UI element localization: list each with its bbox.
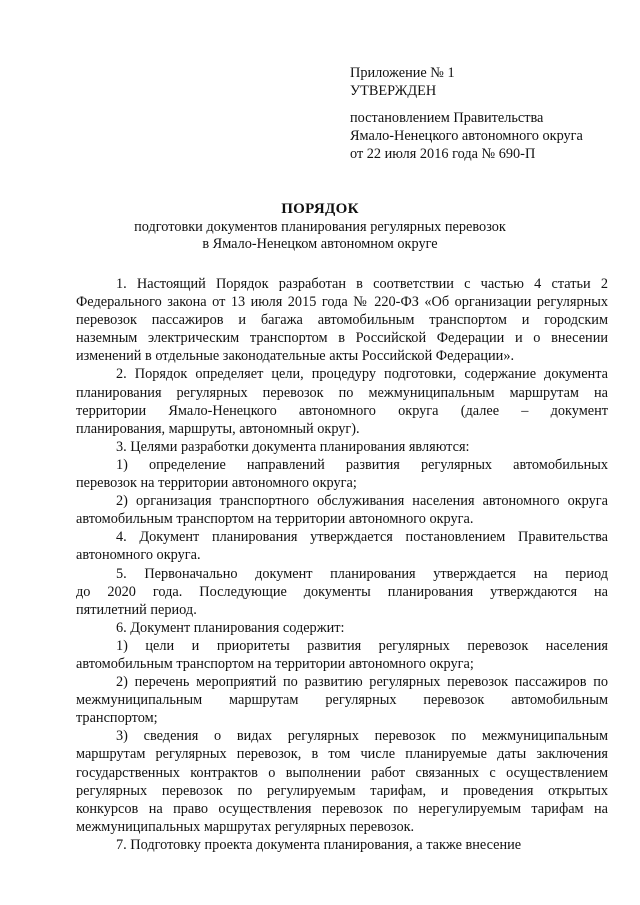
- paragraph-line: 3) сведения о видах регулярных перевозок по межмуниципальным: [116, 728, 608, 745]
- paragraph-line: 2) организация транспортного обслуживания населения автономного округа: [116, 493, 608, 510]
- paragraph-line: 1) цели и приоритеты развития регулярных перевозок населения: [116, 637, 608, 654]
- paragraph-line: планирования, маршруты, автономный округ).: [76, 420, 360, 437]
- paragraph-line: транспортом;: [76, 710, 158, 727]
- paragraph-line: автомобильным транспортом на территории автономного округа;: [76, 655, 474, 672]
- paragraph: [76, 365, 608, 437]
- paragraph-line: перевозок пассажиров и багажа автомобильным транспортом и городским: [76, 312, 608, 329]
- document-subtitle: [0, 219, 640, 253]
- paragraph: [76, 637, 608, 673]
- paragraph: [76, 528, 608, 564]
- paragraph: [76, 836, 608, 854]
- paragraph-line: 3. Целями разработки документа планирования являются:: [116, 438, 470, 455]
- paragraph-line: автономного округа.: [76, 547, 201, 564]
- paragraph: [76, 438, 608, 456]
- paragraph-line: государственных контрактов о выполнении работ связанных с осуществлением: [76, 764, 608, 781]
- subtitle-line: в Ямало-Ненецком автономном округе: [202, 236, 438, 252]
- paragraph-line: 1. Настоящий Порядок разработан в соответствии с частью 4 статьи 2: [116, 276, 608, 292]
- paragraph-line: регулярных перевозок по регулируемым тарифам, и проведения открытых: [76, 782, 608, 799]
- approval-authority: постановлением Правительства: [350, 110, 544, 126]
- paragraph: [76, 275, 608, 365]
- approval-gap: [350, 100, 620, 109]
- paragraph: [76, 492, 608, 528]
- document-body: [76, 275, 608, 854]
- paragraph-line: изменений в отдельные законодательные акты Российской Федерации».: [76, 348, 515, 365]
- paragraph-line: межмуниципальных маршрутах регулярных перевозок.: [76, 818, 415, 835]
- paragraph: [76, 565, 608, 619]
- paragraph-line: межмуниципальным маршрутам регулярных перевозок автомобильным: [76, 692, 608, 709]
- paragraph: [76, 619, 608, 637]
- paragraph-line: Федерального закона от 13 июля 2015 года № 220-ФЗ «Об организации регулярных: [76, 294, 608, 311]
- approval-region: Ямало-Ненецкого автономного округа: [350, 128, 583, 144]
- paragraph-line: 2. Порядок определяет цели, процедуру подготовки, содержание документа: [116, 366, 608, 383]
- appendix-number: Приложение № 1: [350, 65, 455, 81]
- paragraph-line: конкурсов на право осуществления перевозок по нерегулируемым тарифам на: [76, 800, 608, 817]
- paragraph-line: перевозок на территории автономного округа;: [76, 475, 357, 492]
- paragraph-line: маршрутам регулярных перевозок, в том числе планируемые даты заключения: [76, 746, 608, 763]
- paragraph: [76, 727, 608, 836]
- paragraph-line: до 2020 года. Последующие документы планирования утверждаются на: [76, 583, 608, 600]
- paragraph-line: территории Ямало-Ненецкого автономного округа (далее – документ: [76, 402, 608, 419]
- approval-stamp: УТВЕРЖДЕН: [350, 83, 437, 99]
- document-title: ПОРЯДОК: [281, 201, 359, 217]
- approval-block: [350, 64, 620, 163]
- paragraph-line: 4. Документ планирования утверждается постановлением Правительства: [116, 529, 608, 546]
- paragraph-line: наземным электрическим транспортом в Российской Федерации и о внесении: [76, 330, 608, 347]
- subtitle-line: подготовки документов планирования регулярных перевозок: [134, 219, 506, 235]
- paragraph-line: пятилетний период.: [76, 601, 197, 618]
- approval-date: от 22 июля 2016 года № 690-П: [350, 146, 536, 162]
- paragraph: [76, 673, 608, 727]
- paragraph-line: автомобильным транспортом на территории автономного округа.: [76, 511, 474, 528]
- paragraph-line: 2) перечень мероприятий по развитию регулярных перевозок пассажиров по: [116, 674, 608, 691]
- paragraph-line: планирования регулярных перевозок по межмуниципальным маршрутам на: [76, 384, 608, 401]
- paragraph-line: 6. Документ планирования содержит:: [116, 619, 345, 636]
- paragraph: [76, 456, 608, 492]
- paragraph-line: 5. Первоначально документ планирования утверждается на период: [116, 565, 608, 582]
- paragraph-line: 1) определение направлений развития регулярных автомобильных: [116, 456, 608, 473]
- paragraph-line: 7. Подготовку проекта документа планирования, а также внесение: [116, 836, 522, 853]
